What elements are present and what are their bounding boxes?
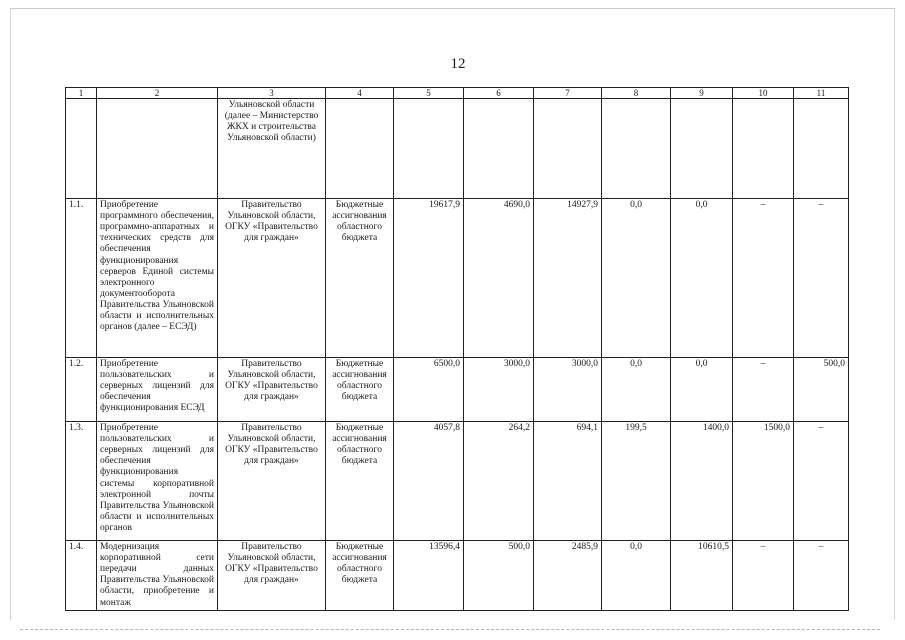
cell-value: –: [733, 199, 794, 358]
cell-value: 10610,5: [671, 541, 733, 611]
cell-number: 1.4.: [66, 541, 97, 611]
column-header: 3: [218, 88, 326, 99]
cell-source: [326, 99, 394, 199]
cell-responsible: Правительство Ульяновской области, ОГКУ «Правительство для граждан»: [218, 199, 326, 358]
cell-source: Бюджетные ассигнования областного бюджета: [326, 541, 394, 611]
cell-value: 694,1: [534, 422, 602, 541]
cell-activity: Приобретение пользовательских и серверных лицензий для обеспечения функционирования ЕСЭД: [97, 358, 218, 422]
cell-number: [66, 99, 97, 199]
cell-value: –: [733, 358, 794, 422]
scan-streak: [20, 629, 880, 630]
column-header: 6: [464, 88, 534, 99]
table-row: [66, 422, 849, 541]
budget-table: [65, 87, 849, 611]
cell-value: 0,0: [602, 358, 671, 422]
cell-value: 0,0: [602, 199, 671, 358]
sheet-edge-left: [10, 8, 11, 620]
cell-value: –: [794, 199, 849, 358]
cell-responsible: Ульяновской области (далее – Министерство ЖКХ и строительства Ульяновской области): [218, 99, 326, 199]
column-header: 7: [534, 88, 602, 99]
table-row: [66, 541, 849, 611]
cell-activity: Приобретение программного обеспечения, программно-аппаратных и технических средств для обеспечения функционирования серверов Единой системы электронного документооборота Правительства Ульяновской области и исполнительных органов (далее – ЕСЭД): [97, 199, 218, 358]
cell-number: 1.3.: [66, 422, 97, 541]
cell-value: [464, 99, 534, 199]
cell-value: 3000,0: [534, 358, 602, 422]
table-row: [66, 199, 849, 358]
cell-responsible: Правительство Ульяновской области, ОГКУ «Правительство для граждан»: [218, 541, 326, 611]
cell-value: [671, 99, 733, 199]
cell-value: 0,0: [602, 541, 671, 611]
cell-value: 14927,9: [534, 199, 602, 358]
cell-source: Бюджетные ассигнования областного бюджета: [326, 199, 394, 358]
cell-responsible: Правительство Ульяновской области, ОГКУ «Правительство для граждан»: [218, 358, 326, 422]
cell-value: [733, 99, 794, 199]
cell-number: 1.2.: [66, 358, 97, 422]
cell-total: 19617,9: [394, 199, 464, 358]
column-header: 9: [671, 88, 733, 99]
cell-activity: [97, 99, 218, 199]
cell-value: 0,0: [671, 358, 733, 422]
column-header: 8: [602, 88, 671, 99]
cell-value: 0,0: [671, 199, 733, 358]
page-number: 12: [450, 56, 466, 72]
column-header: 5: [394, 88, 464, 99]
sheet-edge-top: [10, 8, 895, 9]
column-header: 10: [733, 88, 794, 99]
cell-total: 4057,8: [394, 422, 464, 541]
cell-value: 264,2: [464, 422, 534, 541]
cell-value: 199,5: [602, 422, 671, 541]
cell-value: [534, 99, 602, 199]
cell-value: 1500,0: [733, 422, 794, 541]
cell-value: –: [794, 422, 849, 541]
cell-total: 13596,4: [394, 541, 464, 611]
cell-responsible: Правительство Ульяновской области, ОГКУ «Правительство для граждан»: [218, 422, 326, 541]
sheet-edge-right: [894, 8, 895, 620]
table-header-row: [66, 88, 849, 99]
column-header: 11: [794, 88, 849, 99]
cell-value: [794, 99, 849, 199]
column-header: 1: [66, 88, 97, 99]
cell-value: –: [733, 541, 794, 611]
cell-total: [394, 99, 464, 199]
cell-value: [602, 99, 671, 199]
table-row: [66, 358, 849, 422]
table-row: [66, 99, 849, 199]
cell-value: 500,0: [794, 358, 849, 422]
cell-value: 1400,0: [671, 422, 733, 541]
cell-total: 6500,0: [394, 358, 464, 422]
cell-source: Бюджетные ассигнования областного бюджета: [326, 358, 394, 422]
column-header: 4: [326, 88, 394, 99]
cell-activity: Модернизация корпоративной сети передачи данных Правительства Ульяновской области, приобретение и монтаж: [97, 541, 218, 611]
cell-number: 1.1.: [66, 199, 97, 358]
cell-value: 500,0: [464, 541, 534, 611]
cell-activity: Приобретение пользовательских и серверных лицензий для обеспечения функционирования системы корпоративной электронной почты Правительства Ульяновской области и исполнительных органов: [97, 422, 218, 541]
cell-value: 3000,0: [464, 358, 534, 422]
column-header: 2: [97, 88, 218, 99]
cell-value: –: [794, 541, 849, 611]
cell-value: 2485,9: [534, 541, 602, 611]
cell-value: 4690,0: [464, 199, 534, 358]
cell-source: Бюджетные ассигнования областного бюджета: [326, 422, 394, 541]
